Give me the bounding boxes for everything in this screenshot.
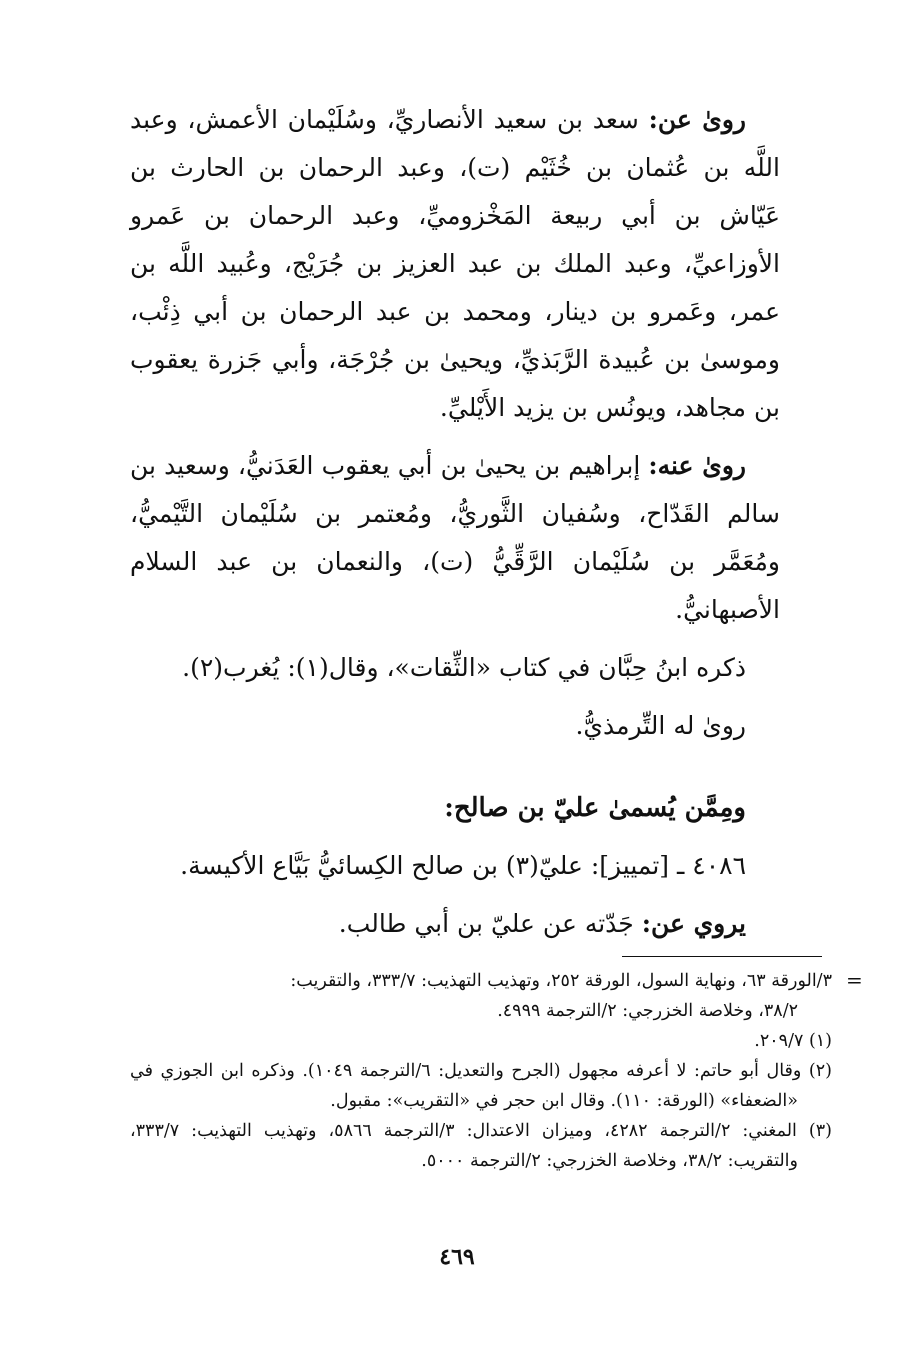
- tirmidhi-paragraph: روىٰ له التِّرمذيُّ.: [575, 711, 746, 740]
- section-gap: [130, 750, 780, 784]
- narrated-from-label: روىٰ عن:: [648, 105, 746, 134]
- section-heading: ومِمَّن يُسمىٰ عليّ بن صالح:: [444, 793, 746, 823]
- footnote-3: (٣) المغني: ٢/الترجمة ٤٢٨٢، وميزان الاعتدال: ٣/الترجمة ٥٨٦٦، وتهذيب التهذيب: ٣٣٣/٧، والتقريب: ٣٨/٢، وخلاصة الخزرجي: ٢/الترجمة ٥٠٠٠.: [130, 1121, 832, 1171]
- entry-narrates-paragraph: [130, 900, 780, 948]
- narrated-by-text: إبراهيم بن يحيىٰ بن أبي يعقوب العَدَنيُّ، وسعيد بن سالم القَدّاح، وسُفيان الثَّوريُّ، ومُعتمر بن سُلَيْمان التَّيْميُّ، ومُعَمَّر بن سُلَيْمان الرَّقِّيُّ (ت)، والنعمان بن عبد السلام الأصبهانيُّ.: [130, 451, 780, 624]
- entry-narrates-label: يروي عن:: [641, 909, 746, 938]
- narrated-from-text: سعد بن سعيد الأنصاريِّ، وسُلَيْمان الأعمش، وعبد اللَّه بن عُثمان بن خُثَيْم (ت)، وعبد الرحمان بن الحارث بن عَيّاش بن أبي ربيعة المَخْزوميِّ، وعبد الرحمان بن عَمرو الأوزاعيِّ، وعبد الملك بن عبد العزيز بن جُرَيْج، وعُبيد اللَّه بن عمر، وعَمرو بن دينار، ومحمد بن عبد الرحمان بن أبي ذِئْب، وموسىٰ بن عُبيدة الرَّبَذيِّ، ويحيىٰ بن جُرْجَة، وأبي جَزرة يعقوب بن مجاهد، ويونُس بن يزيد الأَيْليِّ.: [130, 105, 780, 422]
- main-text: [130, 96, 780, 948]
- narrated-by-label: روىٰ عنه:: [648, 451, 746, 480]
- footnote-2: (٢) وقال أبو حاتم: لا أعرفه مجهول (الجرح والتعديل: ٦/الترجمة ١٠٤٩). وذكره ابن الجوزي في «الضعفاء» (الورقة: ١١٠). وقال ابن حجر في «التقريب»: مقبول.: [130, 1061, 832, 1111]
- footnote-1: (١) ٢٠٩/٧.: [754, 1031, 832, 1051]
- footnote-continuation-mark: =: [846, 968, 863, 992]
- narrated-by-paragraph: [130, 442, 780, 634]
- footnote-continuation-line-1: ٣/الورقة ٦٣، ونهاية السول، الورقة ٢٥٢، وتهذيب التهذيب: ٣٣٣/٧، والتقريب:: [290, 971, 832, 991]
- entry-narrates-text: جَدّته عن عليّ بن أبي طالب.: [338, 909, 634, 938]
- entry-4086: ٤٠٨٦ ـ [تمييز]: عليّ(٣) بن صالح الكِسائيُّ بَيَّاع الأكيسة.: [180, 851, 746, 880]
- page-number: ٤٦٩: [439, 1244, 475, 1270]
- narrated-from-paragraph: [130, 96, 780, 432]
- footnote-continuation: [130, 966, 832, 1026]
- ibn-hibban-paragraph: ذكره ابنُ حِبَّان في كتاب «الثِّقات»، وقال(١): يُغرب(٢).: [182, 653, 746, 682]
- footnotes: [130, 966, 832, 1176]
- footnote-continuation-line-2: ٣٨/٢، وخلاصة الخزرجي: ٢/الترجمة ٤٩٩٩.: [497, 1001, 798, 1021]
- footnote-divider: [622, 956, 822, 957]
